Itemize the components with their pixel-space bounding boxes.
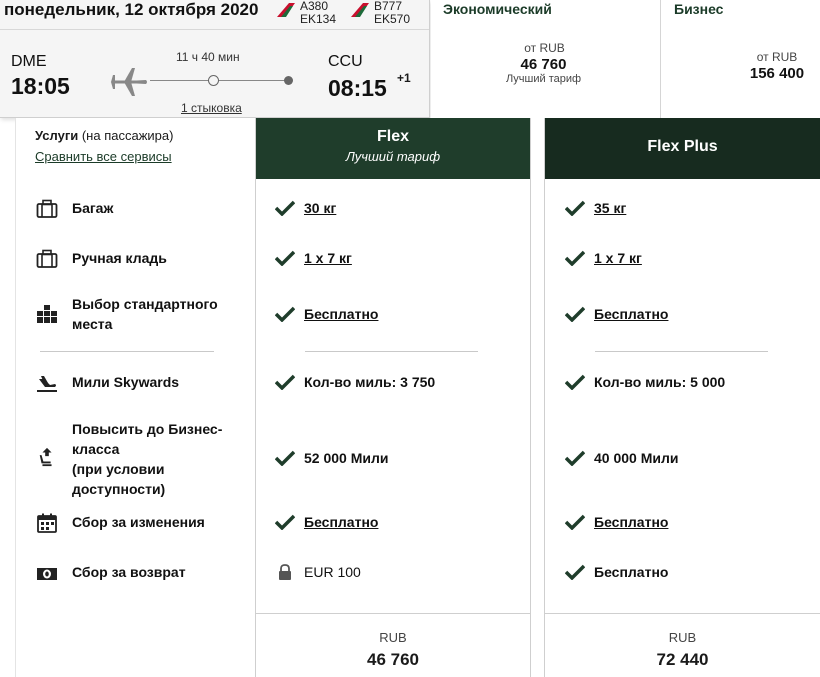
day-offset: +1 (397, 71, 411, 85)
row-baggage (0, 198, 820, 220)
upgrade-plus-cell (565, 448, 678, 468)
refund-fee-plus-cell (565, 562, 668, 582)
upgrade-label-line-1: Повысить до Бизнес- (72, 421, 223, 437)
refund-fee-flex-value: EUR 100 (304, 564, 361, 580)
services-heading (35, 128, 173, 143)
suitcase-icon (36, 199, 58, 219)
plane-icon (108, 66, 148, 98)
change-fee-label: Сбор за изменения (72, 514, 205, 530)
fare-flex-title: Flex (376, 128, 409, 145)
cabin-economy-price: 46 760 (520, 56, 567, 73)
baggage-flex-cell[interactable] (275, 198, 336, 218)
miles-flex-value: Кол-во миль: 3 750 (304, 374, 436, 390)
seat-flex-cell[interactable] (275, 304, 378, 324)
origin-code: DME (11, 53, 47, 70)
flight-duration: 11 ч 40 мин (176, 50, 240, 64)
calendar-icon (36, 513, 58, 533)
card-divider (0, 29, 429, 30)
check-icon (565, 564, 585, 580)
upgrade-flex-value: 52 000 Мили (304, 450, 389, 466)
cabin-economy-name: Экономический (443, 1, 552, 17)
fare-flex-plus-price[interactable] (545, 613, 820, 677)
carry-on-flex-cell[interactable] (275, 248, 352, 268)
miles-plus-cell (565, 372, 725, 392)
seat-selection-label-line-1: Выбор стандартного (72, 296, 218, 312)
flight-date: понедельник, 12 октября 2020 (4, 0, 259, 19)
carry-on-plus-cell[interactable] (565, 248, 642, 268)
seat-plus-value[interactable]: Бесплатно (594, 306, 669, 322)
baggage-label: Багаж (72, 200, 114, 216)
flex-plus-separator (595, 351, 768, 352)
money-icon (36, 564, 58, 584)
cabin-economy-note: Лучший тариф (505, 73, 582, 85)
miles-flex-cell (275, 372, 435, 392)
cabin-business-name: Бизнес (674, 1, 724, 17)
cabin-economy-from: от RUB (524, 41, 565, 55)
compare-services-link[interactable]: Сравнить все сервисы (35, 149, 172, 164)
airline-tail-icon (349, 2, 371, 18)
fare-flex-header[interactable] (256, 118, 530, 179)
check-icon (565, 450, 585, 466)
flex-separator (305, 351, 478, 352)
seat-selection-label-line-2: места (72, 316, 113, 332)
fare-flex-plus-amount: 72 440 (656, 650, 709, 669)
miles-plane-icon (36, 374, 58, 394)
change-fee-plus-value[interactable]: Бесплатно (594, 514, 669, 530)
carry-on-label: Ручная кладь (72, 250, 167, 266)
fare-flex-tag: Лучший тариф (345, 149, 441, 164)
carry-on-flex-value[interactable]: 1 x 7 кг (304, 250, 352, 266)
check-icon (565, 250, 585, 266)
cabin-business[interactable] (662, 0, 820, 118)
refund-fee-flex-cell (275, 562, 361, 582)
fare-flex-plus-currency: RUB (668, 630, 697, 645)
seat-plus-cell[interactable] (565, 304, 668, 324)
miles-plus-value: Кол-во миль: 5 000 (594, 374, 726, 390)
flight-summary-card (0, 0, 430, 118)
miles-label: Мили Skywards (72, 374, 180, 390)
services-heading-title: Услуги (35, 128, 79, 143)
destination-marker (284, 76, 293, 85)
check-icon (275, 374, 295, 390)
upgrade-label-line-4: доступности) (72, 481, 166, 497)
arrival-time: 08:15 (328, 75, 387, 101)
row-change-fee (0, 512, 820, 534)
row-upgrade (0, 419, 820, 499)
services-heading-note: (на пассажира) (78, 128, 174, 143)
stops-link[interactable]: 1 стыковка (181, 101, 242, 115)
upgrade-flex-cell (275, 448, 388, 468)
row-skywards-miles (0, 372, 820, 394)
fare-flex-amount: 46 760 (367, 650, 419, 669)
check-icon (565, 200, 585, 216)
check-icon (275, 514, 295, 530)
fare-flex-plus-header[interactable] (545, 118, 820, 179)
change-fee-flex-cell[interactable] (275, 512, 378, 532)
row-seat-selection (0, 294, 820, 336)
segment-2-flight-number: EK570 (374, 12, 411, 26)
check-icon (565, 514, 585, 530)
row-refund-fee (0, 562, 820, 584)
fare-flex-price[interactable] (256, 613, 530, 677)
segment-1-flight-number: EK134 (300, 12, 337, 26)
cabin-economy[interactable] (431, 0, 661, 118)
briefcase-icon (36, 249, 58, 269)
lock-icon (275, 564, 295, 580)
carry-on-plus-value[interactable]: 1 x 7 кг (594, 250, 642, 266)
destination-code: CCU (328, 53, 363, 70)
segment-1-aircraft: A380 (300, 0, 329, 13)
departure-time: 18:05 (11, 73, 70, 99)
check-icon (565, 374, 585, 390)
check-icon (275, 250, 295, 266)
baggage-plus-value[interactable]: 35 кг (594, 200, 627, 216)
airline-tail-icon (275, 2, 297, 18)
upgrade-plus-value: 40 000 Мили (594, 450, 679, 466)
refund-fee-plus-value: Бесплатно (594, 564, 669, 580)
check-icon (275, 306, 295, 322)
baggage-flex-value[interactable]: 30 кг (304, 200, 337, 216)
baggage-plus-cell[interactable] (565, 198, 626, 218)
seat-selection-icon (36, 304, 58, 324)
fare-flex-currency: RUB (379, 630, 407, 645)
cabin-business-price: 156 400 (749, 65, 805, 82)
check-icon (275, 200, 295, 216)
change-fee-plus-cell[interactable] (565, 512, 668, 532)
services-separator (40, 351, 214, 352)
seat-selection-label (72, 294, 218, 334)
row-carry-on (0, 248, 820, 270)
route-line (150, 80, 290, 81)
seat-flex-value[interactable]: Бесплатно (304, 306, 379, 322)
upgrade-label (72, 419, 222, 499)
fare-flex-plus-title: Flex Plus (647, 138, 718, 155)
segment-1 (300, 0, 336, 26)
segment-2-aircraft: B777 (374, 0, 403, 13)
upgrade-label-line-3: (при условии (72, 461, 165, 477)
change-fee-flex-value[interactable]: Бесплатно (304, 514, 379, 530)
segment-2 (374, 0, 410, 26)
upgrade-label-line-2: класса (72, 441, 120, 457)
cabin-business-from: от RUB (756, 50, 798, 64)
refund-fee-label: Сбор за возврат (72, 564, 186, 580)
stopover-marker (208, 75, 219, 86)
check-icon (275, 450, 295, 466)
upgrade-seat-icon (36, 447, 58, 467)
check-icon (565, 306, 585, 322)
